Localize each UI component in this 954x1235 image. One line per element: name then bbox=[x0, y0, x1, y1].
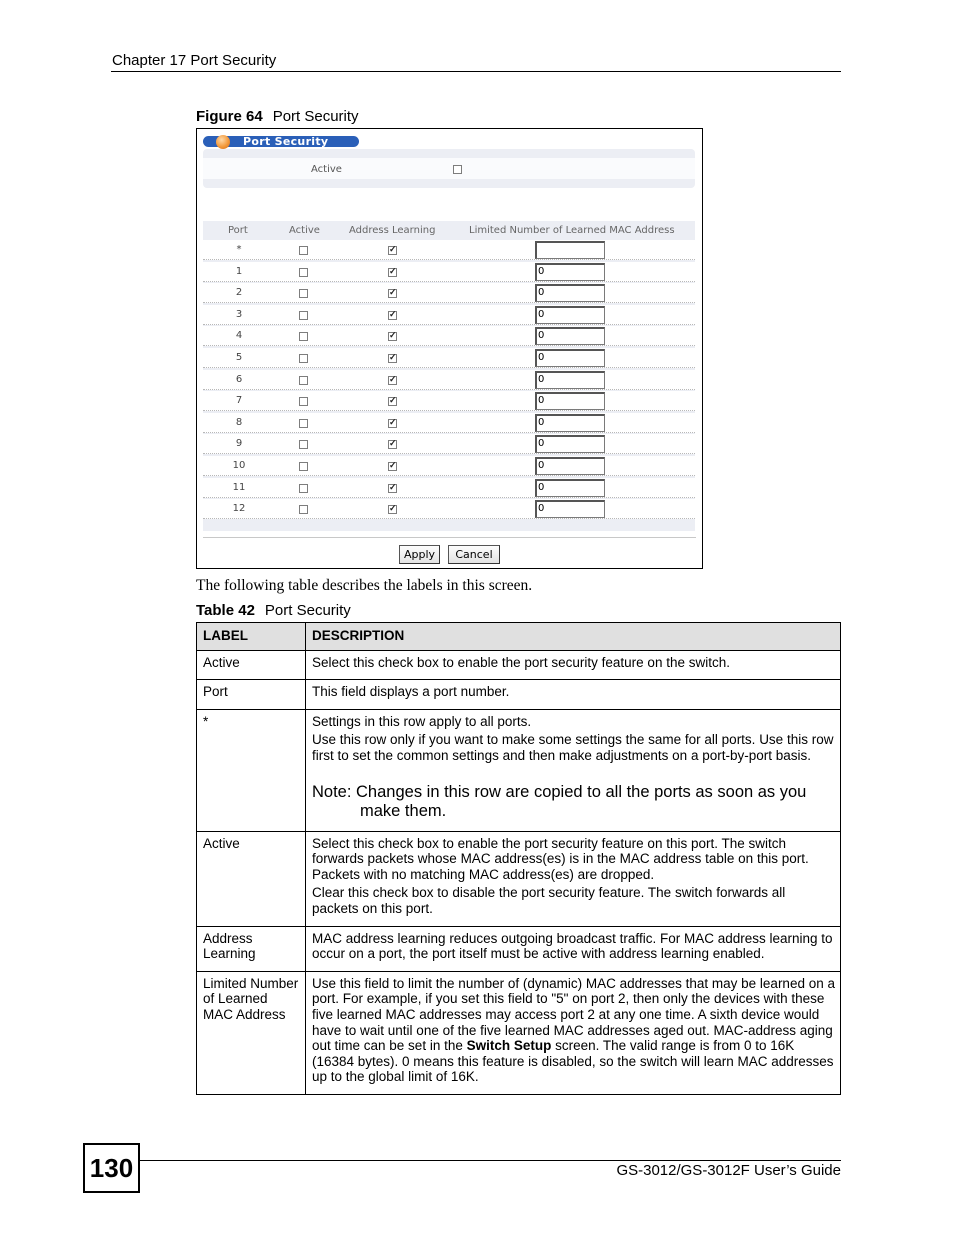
port-number: 3 bbox=[235, 308, 243, 320]
col-header-mac-limit: Limited Number of Learned MAC Address bbox=[469, 225, 675, 236]
port-row bbox=[203, 391, 695, 411]
guide-title: GS-3012/GS-3012F User’s Guide bbox=[616, 1162, 841, 1179]
port-number: 10 bbox=[232, 460, 246, 471]
row-description: Select this check box to enable the port security feature on the switch. bbox=[306, 650, 841, 680]
header-description: DESCRIPTION bbox=[306, 623, 841, 651]
port-row bbox=[203, 283, 695, 303]
address-learning-checkbox[interactable] bbox=[388, 484, 397, 493]
port-active-checkbox[interactable] bbox=[299, 462, 308, 471]
table-row bbox=[197, 680, 841, 710]
mac-limit-input[interactable]: 0 bbox=[535, 414, 605, 432]
col-header-port: Port bbox=[228, 225, 248, 236]
global-active-panel bbox=[203, 149, 695, 188]
port-number: 8 bbox=[235, 416, 243, 428]
mac-limit-input[interactable]: 0 bbox=[535, 371, 605, 389]
port-number: 6 bbox=[235, 373, 243, 385]
address-learning-checkbox[interactable] bbox=[388, 440, 397, 449]
port-row bbox=[203, 305, 695, 325]
figure-caption bbox=[196, 108, 359, 125]
port-active-checkbox[interactable] bbox=[299, 354, 308, 363]
port-active-checkbox[interactable] bbox=[299, 484, 308, 493]
port-active-checkbox[interactable] bbox=[299, 419, 308, 428]
row-label: * bbox=[197, 709, 306, 831]
table-row bbox=[197, 926, 841, 971]
port-active-checkbox[interactable] bbox=[299, 440, 308, 449]
col-header-address-learning: Address Learning bbox=[349, 225, 436, 236]
mac-limit-input[interactable]: 0 bbox=[535, 435, 605, 453]
cancel-button[interactable]: Cancel bbox=[448, 545, 500, 564]
port-number: 12 bbox=[232, 503, 246, 515]
footer-rule bbox=[140, 1160, 841, 1161]
port-row bbox=[203, 478, 695, 498]
table-row bbox=[197, 650, 841, 680]
address-learning-checkbox[interactable] bbox=[388, 419, 397, 428]
mac-limit-input[interactable]: 0 bbox=[535, 306, 605, 324]
figure-divider bbox=[203, 537, 696, 538]
mac-limit-input[interactable]: 0 bbox=[535, 479, 605, 497]
header-label: LABEL bbox=[197, 623, 306, 651]
table-title: Port Security bbox=[264, 602, 351, 619]
port-active-checkbox[interactable] bbox=[299, 397, 308, 406]
page-number: 130 bbox=[83, 1143, 140, 1193]
row-label: Limited Number of Learned MAC Address bbox=[197, 971, 306, 1094]
mac-limit-input[interactable] bbox=[535, 241, 605, 259]
port-active-checkbox[interactable] bbox=[299, 246, 308, 255]
mac-limit-input[interactable]: 0 bbox=[535, 457, 605, 475]
mac-limit-input[interactable]: 0 bbox=[535, 263, 605, 281]
table-label: Table 42 bbox=[196, 602, 255, 619]
address-learning-checkbox[interactable] bbox=[388, 332, 397, 341]
figure-title: Port Security bbox=[272, 108, 359, 125]
global-active-checkbox[interactable] bbox=[453, 165, 462, 174]
port-row bbox=[203, 326, 695, 346]
port-active-checkbox[interactable] bbox=[299, 332, 308, 341]
port-number: 4 bbox=[235, 330, 243, 342]
port-row bbox=[203, 240, 695, 260]
port-row bbox=[203, 413, 695, 433]
port-row bbox=[203, 434, 695, 454]
mac-limit-input[interactable]: 0 bbox=[535, 500, 605, 518]
port-number: 7 bbox=[235, 395, 243, 407]
address-learning-checkbox[interactable] bbox=[388, 268, 397, 277]
address-learning-checkbox[interactable] bbox=[388, 354, 397, 363]
address-learning-checkbox[interactable] bbox=[388, 462, 397, 471]
header-rule bbox=[111, 71, 841, 72]
global-active-label: Active bbox=[311, 164, 342, 175]
col-header-active: Active bbox=[289, 225, 320, 236]
mac-limit-input[interactable]: 0 bbox=[535, 284, 605, 302]
screen-title-orb-icon bbox=[216, 135, 230, 149]
figure-label: Figure 64 bbox=[196, 108, 263, 125]
table-row bbox=[197, 831, 841, 926]
row-description: Settings in this row apply to all ports. Use this row only if you want to make some settings the same for all ports. Use this row first to set the common settings and then make adjustments on a port-by-port basis. Note: Changes in this row are copied to all the ports as soon as you make them. bbox=[306, 709, 841, 831]
row-label: Address Learning bbox=[197, 926, 306, 971]
mac-limit-input[interactable]: 0 bbox=[535, 327, 605, 345]
address-learning-checkbox[interactable] bbox=[388, 505, 397, 514]
address-learning-checkbox[interactable] bbox=[388, 311, 397, 320]
mac-limit-input[interactable]: 0 bbox=[535, 349, 605, 367]
address-learning-checkbox[interactable] bbox=[388, 397, 397, 406]
port-number: 11 bbox=[232, 481, 246, 493]
row-description: This field displays a port number. bbox=[306, 680, 841, 710]
port-security-screenshot bbox=[196, 128, 703, 569]
port-active-checkbox[interactable] bbox=[299, 311, 308, 320]
apply-button[interactable]: Apply bbox=[399, 545, 440, 564]
row-description: Use this field to limit the number of (dynamic) MAC addresses that may be learned on a port. For example, if you set this field to "5" on port 2, then only the devices with these five learned MAC addresses may access port 2 at any one time. A sixth device would have to wait until one of the five learned MAC addresses aged out. MAC-address aging out time can be set in the Switch Setup screen. The valid range is from 0 to 16K (16384 bytes). 0 means this feature is disabled, so the switch will learn MAC addresses up to the global limit of 16K. bbox=[306, 971, 841, 1094]
port-number: * bbox=[236, 244, 242, 255]
address-learning-checkbox[interactable] bbox=[388, 376, 397, 385]
intro-text: The following table describes the labels in this screen. bbox=[196, 577, 533, 594]
table-body bbox=[197, 650, 841, 1094]
port-number: 2 bbox=[235, 287, 243, 299]
port-row bbox=[203, 348, 695, 368]
row-label: Port bbox=[197, 680, 306, 710]
row-label: Active bbox=[197, 831, 306, 926]
port-row bbox=[203, 370, 695, 390]
port-row bbox=[203, 456, 695, 476]
port-row bbox=[203, 499, 695, 519]
note-text: Note: Changes in this row are copied to all the ports as soon as you make them. bbox=[312, 782, 807, 821]
table-header-row bbox=[197, 623, 841, 651]
table-row bbox=[197, 971, 841, 1094]
address-learning-checkbox[interactable] bbox=[388, 289, 397, 298]
table-caption bbox=[196, 602, 351, 619]
mac-limit-input[interactable]: 0 bbox=[535, 392, 605, 410]
port-active-checkbox[interactable] bbox=[299, 505, 308, 514]
row-description: Select this check box to enable the port security feature on this port. The switch forwards packets whose MAC address(es) is in the MAC address table on this port. Packets with no matching MAC address(es) are dropped. Clear this check box to disable the port security feature. The switch forwards all packets on this port. bbox=[306, 831, 841, 926]
screen-title: Port Security bbox=[203, 136, 359, 147]
table-row bbox=[197, 709, 841, 831]
port-number: 1 bbox=[235, 265, 243, 277]
port-number: 9 bbox=[235, 438, 243, 450]
label-description-table bbox=[196, 622, 841, 1095]
chapter-header: Chapter 17 Port Security bbox=[112, 52, 277, 69]
row-label: Active bbox=[197, 650, 306, 680]
port-number: 5 bbox=[235, 352, 243, 363]
port-active-checkbox[interactable] bbox=[299, 376, 308, 385]
port-row bbox=[203, 262, 695, 282]
port-active-checkbox[interactable] bbox=[299, 268, 308, 277]
row-description: MAC address learning reduces outgoing broadcast traffic. For MAC address learning to occur on a port, the port itself must be active with address learning enabled. bbox=[306, 926, 841, 971]
port-active-checkbox[interactable] bbox=[299, 289, 308, 298]
address-learning-checkbox[interactable] bbox=[388, 246, 397, 255]
